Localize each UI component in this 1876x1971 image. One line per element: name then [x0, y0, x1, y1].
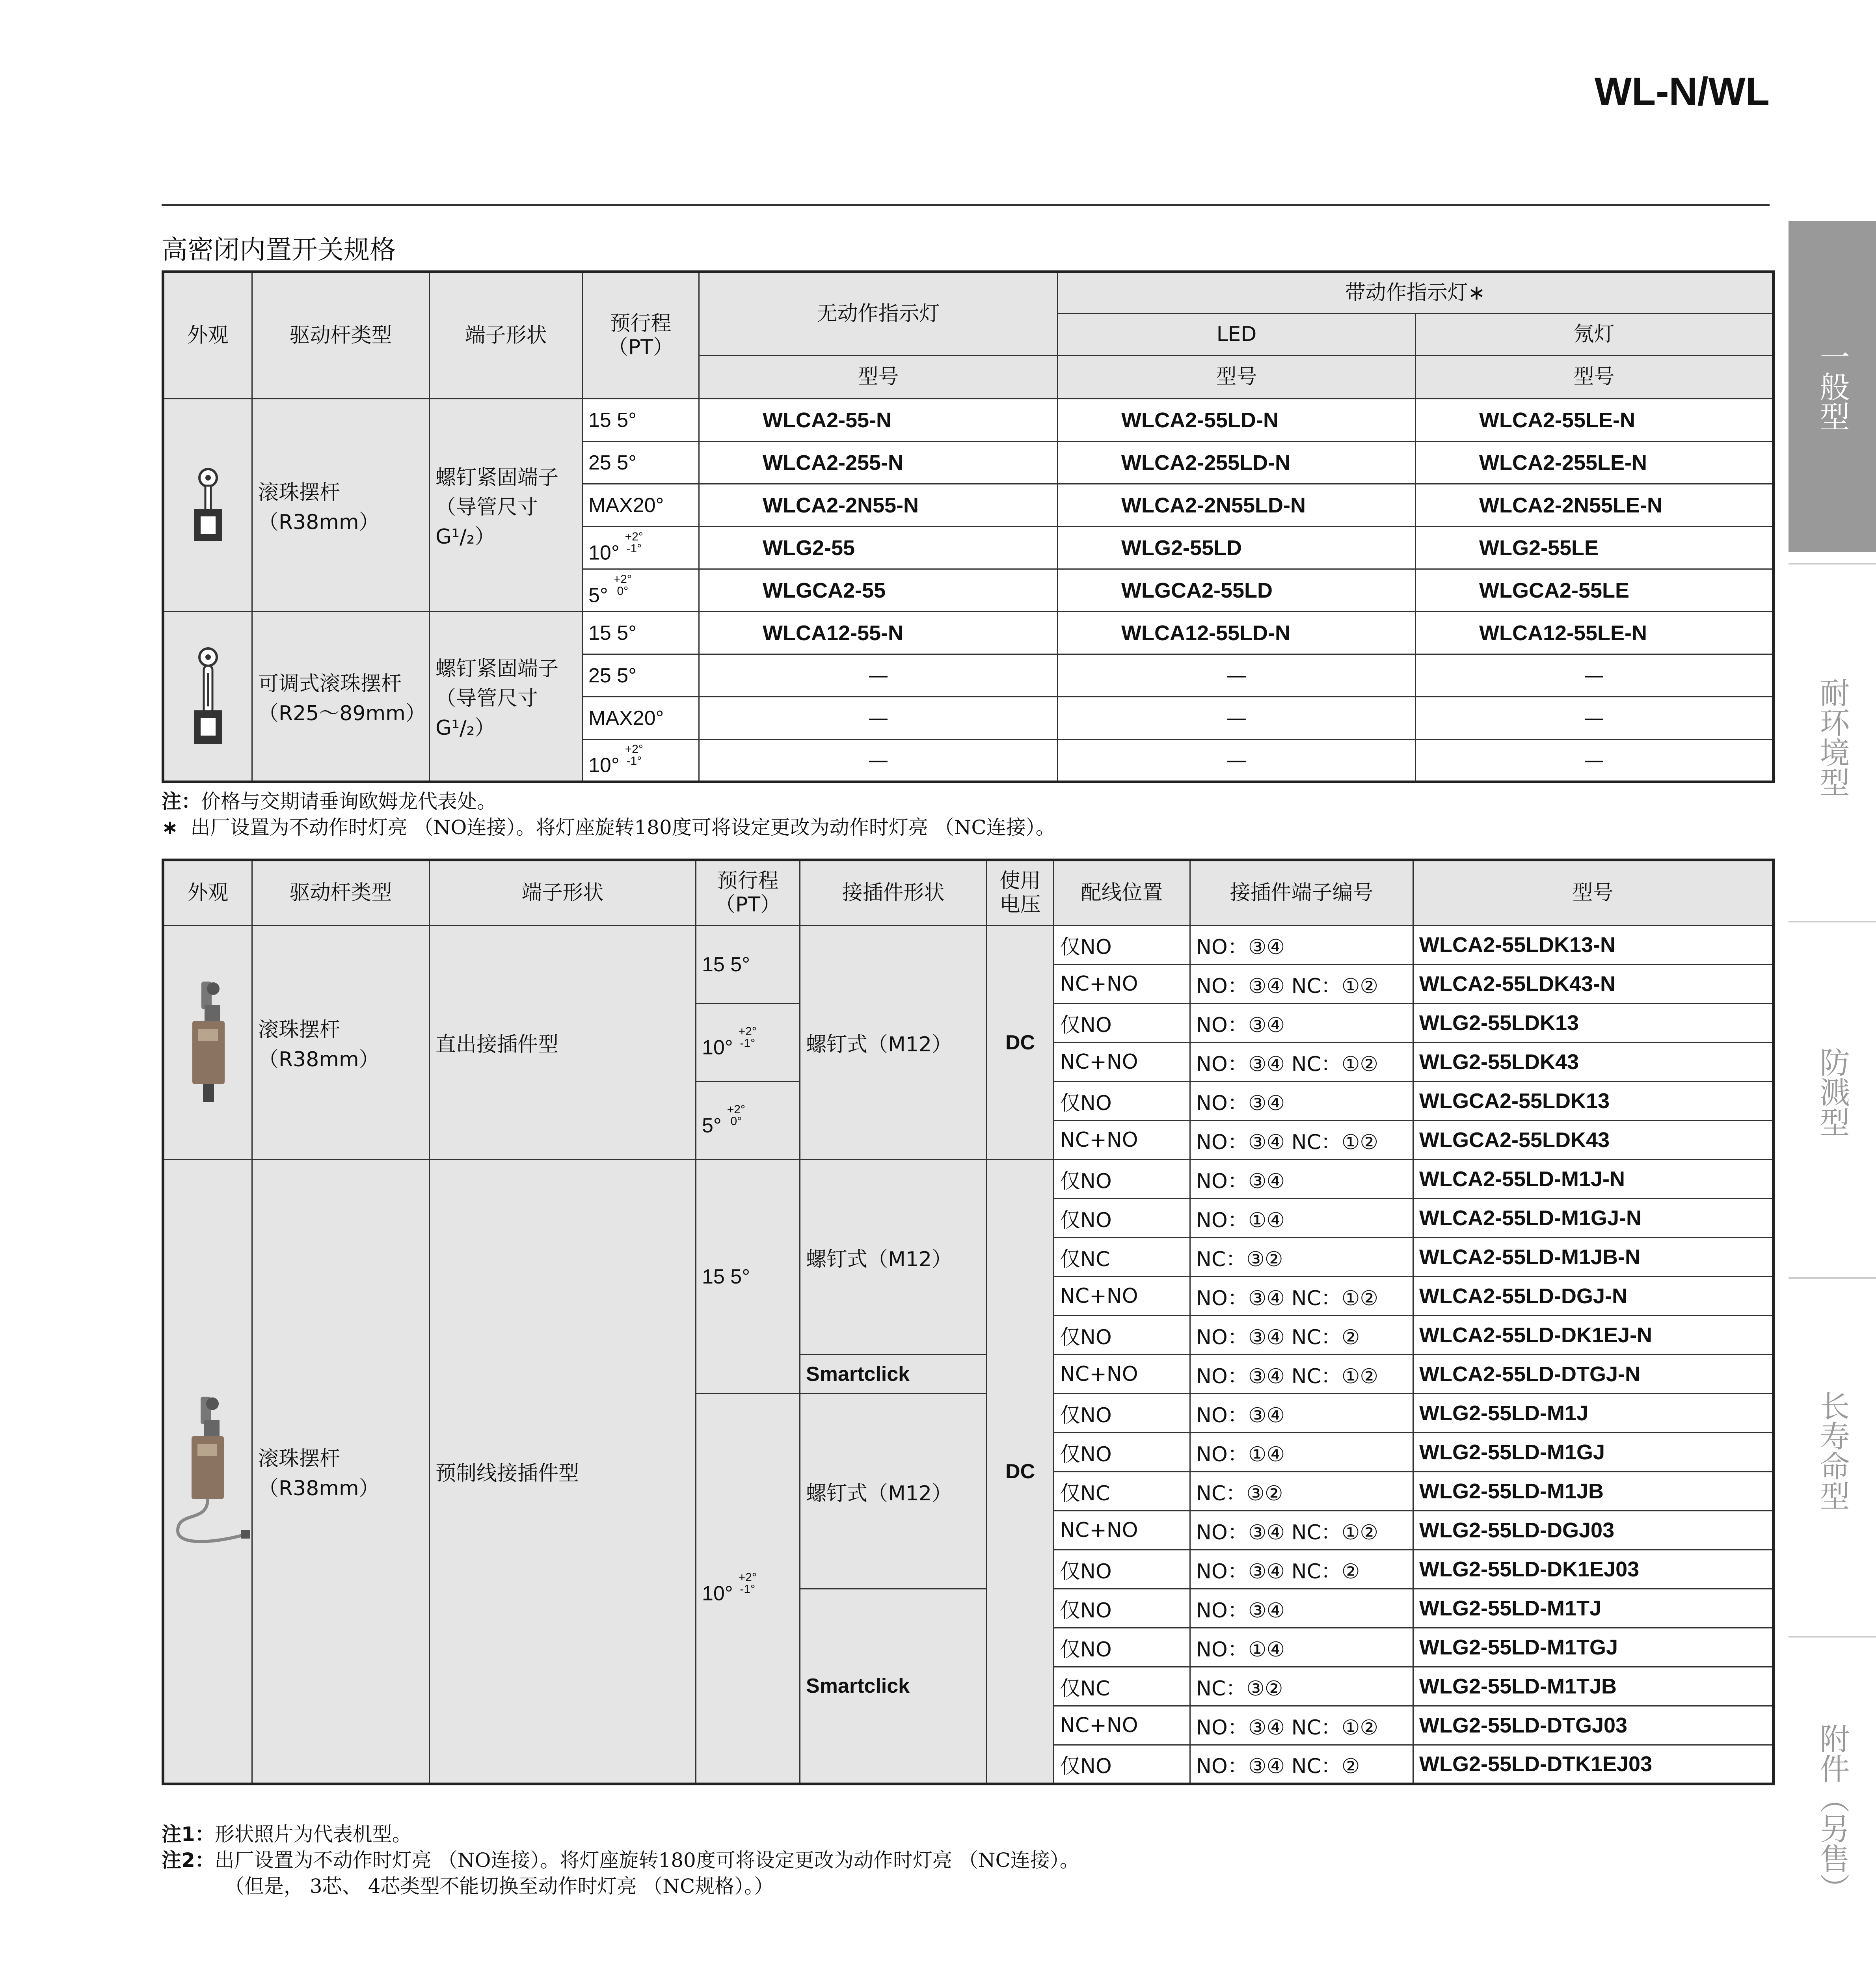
side-tab-splashproof[interactable]: 防溅型	[1815, 1047, 1850, 1137]
pins-cell: NO：③④ NC：①②	[1190, 1706, 1413, 1745]
model-cell: WLCA2-255LD-N	[1058, 442, 1416, 484]
wiring-cell: NC+NO	[1054, 1043, 1190, 1082]
model-cell: —	[1416, 697, 1774, 740]
wiring-cell: 仅NO	[1054, 1160, 1190, 1199]
note-line: 注1：形状照片为代表机型。	[162, 1823, 412, 1846]
pins-cell: NO：③④ NC：①②	[1190, 1355, 1413, 1394]
voltage-cell: DC	[987, 926, 1054, 1160]
pins-cell: NO：③④ NC：②	[1190, 1550, 1413, 1589]
roller-lever-icon	[186, 466, 230, 545]
wiring-cell: 仅NO	[1054, 1394, 1190, 1433]
model-cell: WLG2-55LE	[1416, 527, 1774, 569]
model-cell: WLG2-55LDK13	[1413, 1004, 1774, 1043]
wiring-cell: 仅NC	[1054, 1472, 1190, 1511]
pt-cell: 15 5°	[696, 926, 800, 1004]
model-cell: —	[699, 697, 1058, 740]
model-cell: WLCA12-55LD-N	[1058, 612, 1416, 654]
wiring-cell: NC+NO	[1054, 965, 1190, 1004]
th-no-indicator: 无动作指示灯	[699, 272, 1058, 356]
model-cell: WLCA2-55LDK43-N	[1413, 965, 1774, 1004]
pins-cell: NO：①④	[1190, 1199, 1413, 1238]
pins-cell: NO：①④	[1190, 1433, 1413, 1472]
connector-cell: 螺钉式（M12）	[800, 1394, 987, 1589]
note-line: （但是， 3芯、 4芯类型不能切换至动作时灯亮 （NC规格）。）	[225, 1875, 774, 1898]
model-cell: WLCA2-55LD-DGJ-N	[1413, 1277, 1774, 1316]
pt-cell: 25 5°	[583, 654, 699, 697]
pt-cell: 15 5°	[583, 612, 699, 654]
pins-cell: NO：③④ NC：①②	[1190, 1043, 1413, 1082]
side-divider	[1789, 1277, 1876, 1279]
model-cell: WLCA12-55-N	[699, 612, 1058, 654]
pins-cell: NO：③④ NC：①②	[1190, 1121, 1413, 1160]
wiring-cell: NC+NO	[1054, 1511, 1190, 1550]
model-cell: WLG2-55LD-M1J	[1413, 1394, 1774, 1433]
switch-connector-icon	[182, 978, 234, 1108]
pins-cell: NC：③②	[1190, 1238, 1413, 1277]
model-cell: WLG2-55LD	[1058, 527, 1416, 569]
pt-cell: 10° $^{+2^\circ -1^\circ}$	[696, 1004, 800, 1082]
model-cell: WLG2-55LD-M1TGJ	[1413, 1628, 1774, 1667]
side-tab-general[interactable]: 一般型	[1789, 221, 1876, 552]
th-model: 型号	[1416, 356, 1774, 399]
pt-cell: 10° $^{+2^\circ -1^\circ}$	[583, 527, 699, 569]
pins-cell: NO：③④	[1190, 1004, 1413, 1043]
side-tab-environment[interactable]: 耐环境型	[1815, 677, 1850, 797]
terminal-cell: 螺钉紧固端子 （导管尺寸 G¹/₂）	[430, 612, 583, 782]
notes-table2	[162, 1821, 1079, 1899]
connector-cell: Smartclick	[800, 1355, 987, 1394]
pt-cell: 5° $^{+2^\circ 0^\circ}$	[696, 1082, 800, 1160]
model-cell: WLGCA2-55LDK13	[1413, 1082, 1774, 1121]
model-cell: WLCA2-55LDK13-N	[1413, 926, 1774, 965]
model-cell: WLG2-55LD-M1GJ	[1413, 1433, 1774, 1472]
wiring-cell: 仅NO	[1054, 1082, 1190, 1121]
th-with-indicator: 带动作指示灯∗	[1058, 272, 1774, 314]
th-pretravel: 预行程 （PT）	[583, 272, 699, 399]
th-model: 型号	[699, 356, 1058, 399]
model-cell: WLCA2-55LD-DK1EJ-N	[1413, 1316, 1774, 1355]
model-cell: WLG2-55LD-M1TJ	[1413, 1589, 1774, 1628]
side-divider	[1789, 563, 1876, 564]
model-cell: WLCA2-255LE-N	[1416, 442, 1774, 484]
model-cell: WLCA2-2N55LE-N	[1416, 484, 1774, 527]
model-cell: WLCA2-55-N	[699, 399, 1058, 442]
th-model: 型号	[1413, 860, 1774, 926]
model-cell: —	[699, 654, 1058, 697]
th-appearance: 外观	[163, 272, 252, 399]
pins-cell: NO：③④ NC：①②	[1190, 965, 1413, 1004]
side-divider	[1789, 921, 1876, 922]
pins-cell: NC：③②	[1190, 1667, 1413, 1706]
pins-cell: NO：③④	[1190, 926, 1413, 965]
pt-cell: 25 5°	[583, 442, 699, 484]
appearance-adjustable-roller-lever	[163, 612, 252, 782]
pins-cell: NO：①④	[1190, 1628, 1413, 1667]
note-line: 注2：出厂设置为不动作时灯亮 （NO连接）。将灯座旋转180度可将设定更改为动作时灯亮 （NC连接）。	[162, 1849, 1079, 1872]
model-cell: WLCA2-2N55-N	[699, 484, 1058, 527]
connector-cell: Smartclick	[800, 1589, 987, 1784]
pt-cell: 5° $^{+2^\circ 0^\circ}$	[583, 569, 699, 612]
th-neon: 氖灯	[1416, 314, 1774, 356]
model-cell: WLGCA2-55LDK43	[1413, 1121, 1774, 1160]
lever-type-cell: 可调式滚珠摆杆 （R25～89mm）	[252, 612, 430, 782]
model-cell: WLG2-55LD-M1TJB	[1413, 1667, 1774, 1706]
th-lever-type: 驱动杆类型	[252, 860, 430, 926]
appearance-prewired-connector	[163, 1160, 252, 1784]
appearance-roller-lever	[163, 399, 252, 612]
terminal-cell: 预制线接插件型	[430, 1160, 696, 1784]
model-cell: —	[699, 740, 1058, 782]
wiring-cell: 仅NO	[1054, 1004, 1190, 1043]
model-cell: WLG2-55LD-DTGJ03	[1413, 1706, 1774, 1745]
document-title: WL-N/WL	[1594, 69, 1770, 114]
th-connector: 接插件形状	[800, 860, 987, 926]
terminal-cell: 螺钉紧固端子 （导管尺寸 G¹/₂）	[430, 399, 583, 612]
wiring-cell: 仅NO	[1054, 1316, 1190, 1355]
top-rule	[162, 204, 1770, 206]
th-pretravel: 预行程 （PT）	[696, 860, 800, 926]
pins-cell: NO：③④ NC：①②	[1190, 1511, 1413, 1550]
model-cell: —	[1416, 740, 1774, 782]
pins-cell: NO：③④	[1190, 1160, 1413, 1199]
lever-type-cell: 滚珠摆杆 （R38mm）	[252, 926, 430, 1160]
pt-cell: 10° $^{+2^\circ -1^\circ}$	[583, 740, 699, 782]
pt-cell: 15 5°	[583, 399, 699, 442]
wiring-cell: 仅NO	[1054, 926, 1190, 965]
wiring-cell: 仅NC	[1054, 1667, 1190, 1706]
lever-type-cell: 滚珠摆杆 （R38mm）	[252, 399, 430, 612]
model-cell: WLG2-55LD-DK1EJ03	[1413, 1550, 1774, 1589]
model-cell: —	[1058, 740, 1416, 782]
pt-cell: 15 5°	[696, 1160, 800, 1394]
pt-cell: MAX20°	[583, 484, 699, 527]
th-terminal: 端子形状	[430, 272, 583, 399]
connector-cell: 螺钉式（M12）	[800, 1160, 987, 1355]
model-cell: WLCA12-55LE-N	[1416, 612, 1774, 654]
pt-cell: 10° $^{+2^\circ -1^\circ}$	[696, 1394, 800, 1784]
model-cell: WLCA2-55LE-N	[1416, 399, 1774, 442]
side-divider	[1789, 1636, 1876, 1638]
model-cell: WLG2-55	[699, 527, 1058, 569]
note-line: ∗ 出厂设置为不动作时灯亮 （NO连接）。将灯座旋转180度可将设定更改为动作时灯亮 （NC连接）。	[162, 816, 1055, 839]
model-cell: WLG2-55LDK43	[1413, 1043, 1774, 1082]
model-cell: —	[1058, 654, 1416, 697]
connector-cell: 螺钉式（M12）	[800, 926, 987, 1160]
wiring-cell: 仅NO	[1054, 1628, 1190, 1667]
model-cell: WLGCA2-55LE	[1416, 569, 1774, 612]
th-pins: 接插件端子编号	[1190, 860, 1413, 926]
wiring-cell: 仅NC	[1054, 1238, 1190, 1277]
adjustable-roller-lever-icon	[186, 645, 230, 748]
model-cell: —	[1416, 654, 1774, 697]
model-cell: WLCA2-55LD-M1JB-N	[1413, 1238, 1774, 1277]
wiring-cell: 仅NO	[1054, 1199, 1190, 1238]
model-cell: WLGCA2-55	[699, 569, 1058, 612]
th-led: LED	[1058, 314, 1416, 356]
switch-cable-icon	[170, 1393, 253, 1550]
section-title: 高密闭内置开关规格	[162, 235, 396, 265]
pins-cell: NO：③④ NC：②	[1190, 1316, 1413, 1355]
pins-cell: NO：③④ NC：①②	[1190, 1277, 1413, 1316]
terminal-cell: 直出接插件型	[430, 926, 696, 1160]
wiring-cell: NC+NO	[1054, 1277, 1190, 1316]
th-lever-type: 驱动杆类型	[252, 272, 430, 399]
appearance-direct-connector	[163, 926, 252, 1160]
wiring-cell: 仅NO	[1054, 1745, 1190, 1784]
lever-type-cell: 滚珠摆杆 （R38mm）	[252, 1160, 430, 1784]
pins-cell: NO：③④	[1190, 1589, 1413, 1628]
pins-cell: NO：③④	[1190, 1394, 1413, 1433]
wiring-cell: 仅NO	[1054, 1433, 1190, 1472]
wiring-cell: 仅NO	[1054, 1550, 1190, 1589]
wiring-cell: NC+NO	[1054, 1706, 1190, 1745]
model-cell: WLCA2-2N55LD-N	[1058, 484, 1416, 527]
th-wiring: 配线位置	[1054, 860, 1190, 926]
pins-cell: NC：③②	[1190, 1472, 1413, 1511]
side-tab-accessories[interactable]: 附件（另售）	[1815, 1723, 1850, 1903]
th-terminal: 端子形状	[430, 860, 696, 926]
wiring-cell: NC+NO	[1054, 1355, 1190, 1394]
notes-table1	[162, 788, 1055, 840]
model-cell: WLG2-55LD-DGJ03	[1413, 1511, 1774, 1550]
pins-cell: NO：③④	[1190, 1082, 1413, 1121]
model-cell: WLCA2-55LD-M1GJ-N	[1413, 1199, 1774, 1238]
model-cell: WLG2-55LD-M1JB	[1413, 1472, 1774, 1511]
wiring-cell: NC+NO	[1054, 1121, 1190, 1160]
th-appearance: 外观	[163, 860, 252, 926]
side-tab-long-life[interactable]: 长寿命型	[1815, 1391, 1850, 1511]
voltage-cell: DC	[987, 1160, 1054, 1784]
model-cell: WLG2-55LD-DTK1EJ03	[1413, 1745, 1774, 1784]
spec-table-connector	[162, 859, 1775, 1785]
th-model: 型号	[1058, 356, 1416, 399]
wiring-cell: 仅NO	[1054, 1589, 1190, 1628]
pins-cell: NO：③④ NC：②	[1190, 1745, 1413, 1784]
pt-cell: MAX20°	[583, 697, 699, 740]
model-cell: WLCA2-255-N	[699, 442, 1058, 484]
model-cell: WLCA2-55LD-DTGJ-N	[1413, 1355, 1774, 1394]
th-voltage: 使用 电压	[987, 860, 1054, 926]
spec-table-screw-terminal	[162, 270, 1775, 783]
note-line: 注：价格与交期请垂询欧姆龙代表处。	[162, 790, 497, 813]
model-cell: WLGCA2-55LD	[1058, 569, 1416, 612]
model-cell: WLCA2-55LD-N	[1058, 399, 1416, 442]
model-cell: WLCA2-55LD-M1J-N	[1413, 1160, 1774, 1199]
model-cell: —	[1058, 697, 1416, 740]
